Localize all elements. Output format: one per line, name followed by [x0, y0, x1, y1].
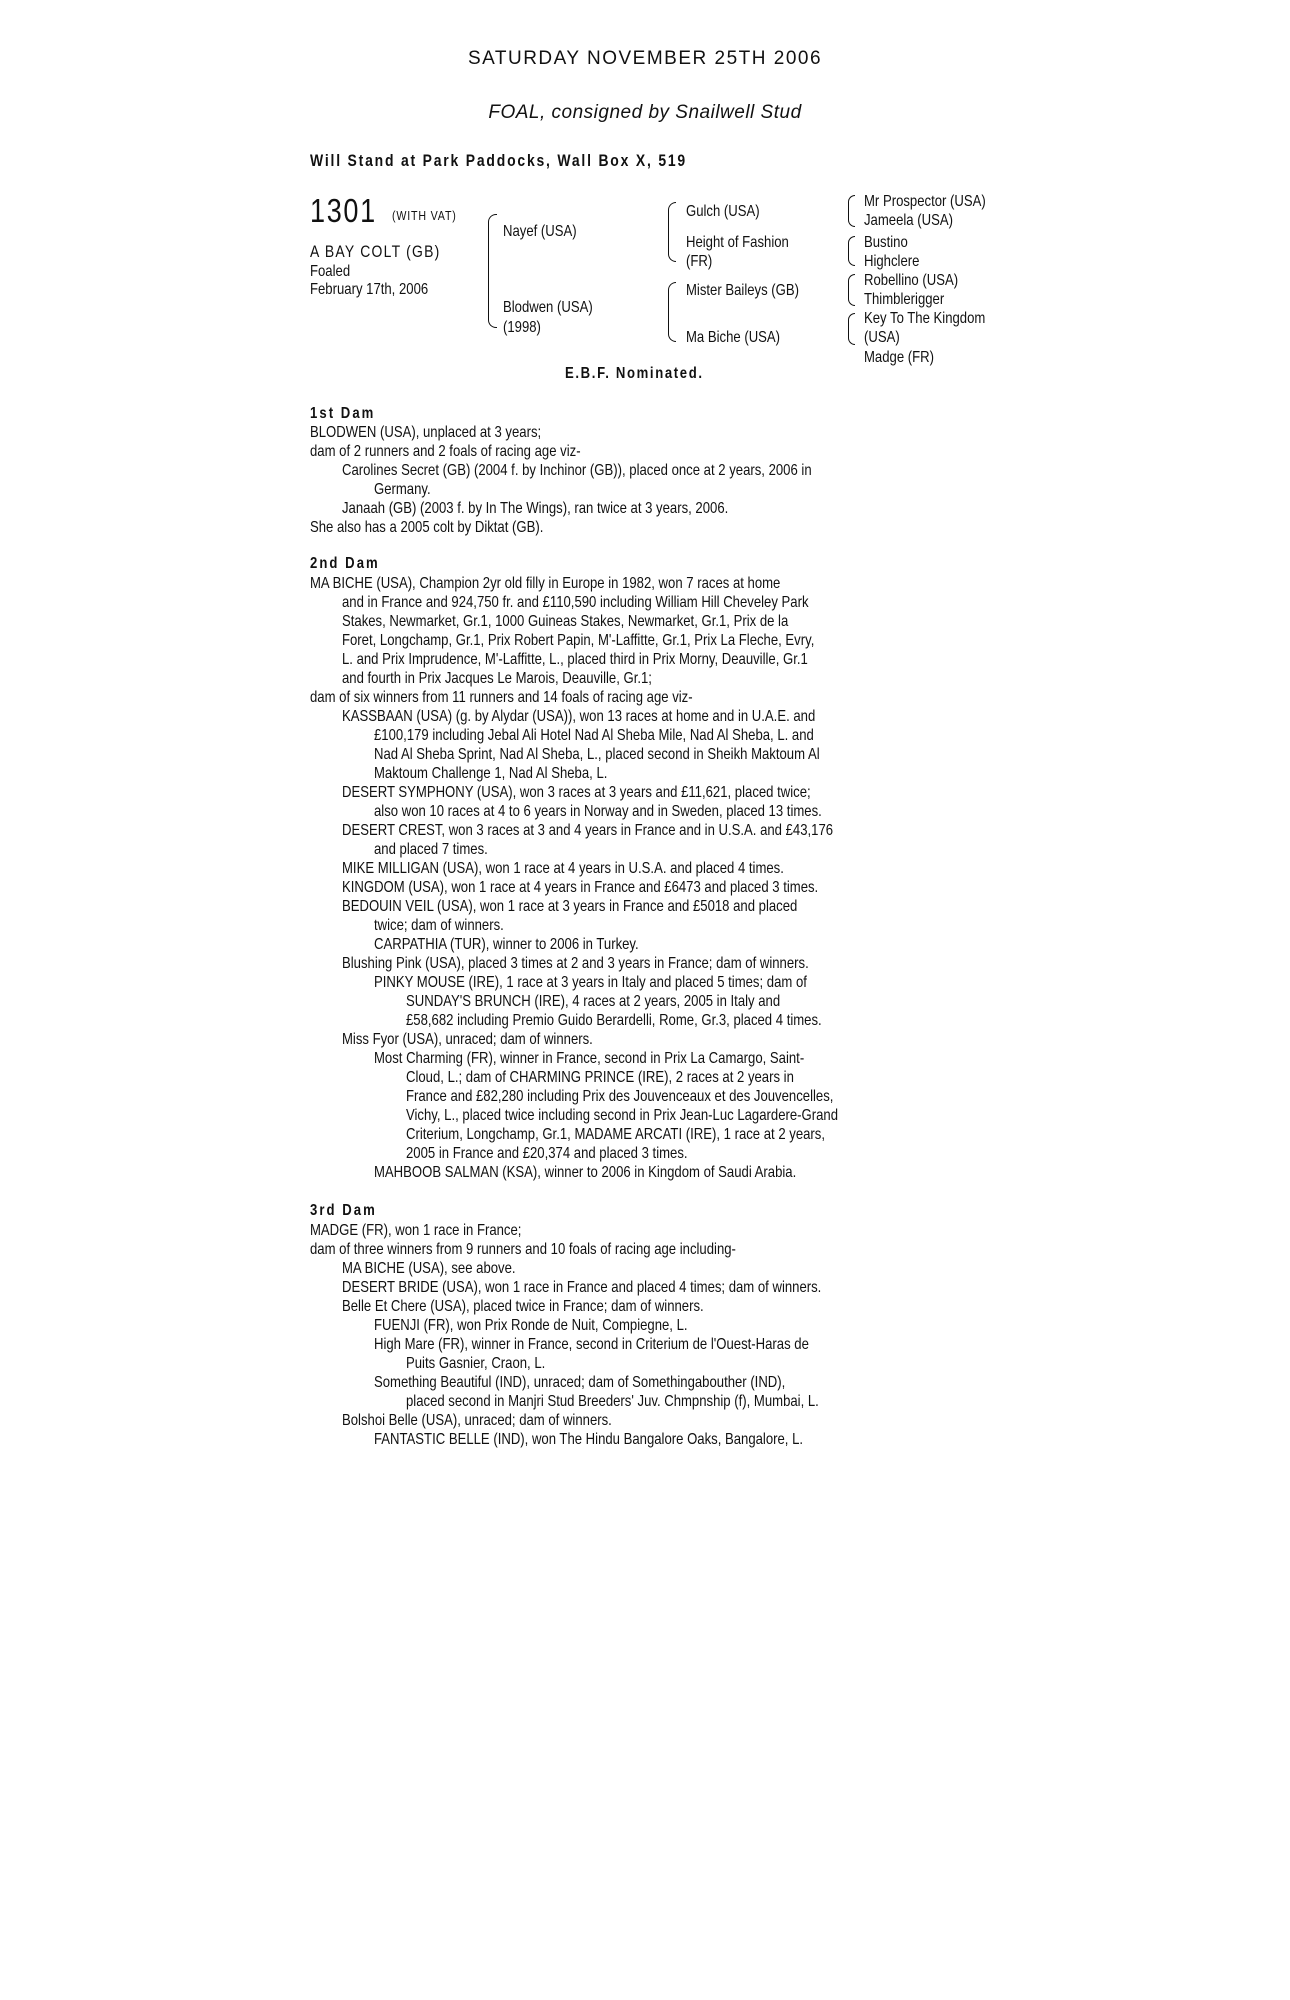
second-dam-line: Foret, Longchamp, Gr.1, Prix Robert Papin, M'-Laffitte, Gr.1, Prix La Fleche, Evry,: [342, 632, 815, 649]
consignor-line: FOAL, consigned by Snailwell Stud: [488, 102, 802, 123]
third-dam-line: Puits Gasnier, Craon, L.: [406, 1355, 546, 1372]
second-dam-line: L. and Prix Imprudence, M'-Laffitte, L., placed third in Prix Morny, Deauville, Gr.1: [342, 651, 808, 668]
second-dam-line: KASSBAAN (USA) (g. by Alydar (USA)), won 13 races at home and in U.A.E. and: [342, 708, 816, 725]
vat-note: (WITH VAT): [392, 208, 457, 223]
second-dam-line: also won 10 races at 4 to 6 years in Norway and in Sweden, placed 13 times.: [374, 803, 822, 820]
second-dam-line: Criterium, Longchamp, Gr.1, MADAME ARCATI (IRE), 1 race at 2 years,: [406, 1126, 825, 1143]
second-dam-line: Maktoum Challenge 1, Nad Al Sheba, L.: [374, 765, 608, 782]
pedigree-gen3-4: Highclere: [864, 253, 920, 270]
foaled-label: Foaled: [310, 263, 351, 280]
first-dam-line: Janaah (GB) (2003 f. by In The Wings), ran twice at 3 years, 2006.: [342, 500, 729, 517]
third-dam-line: High Mare (FR), winner in France, second in Criterium de l'Ouest-Haras de: [374, 1336, 809, 1353]
pedigree-sire: Nayef (USA): [503, 223, 577, 240]
second-dam-line: MA BICHE (USA), Champion 2yr old filly in Europe in 1982, won 7 races at home: [310, 575, 781, 592]
second-dam-line: KINGDOM (USA), won 1 race at 4 years in France and £6473 and placed 3 times.: [342, 879, 819, 896]
pedigree-gen3-2: Jameela (USA): [864, 212, 953, 229]
third-dam-heading: 3rd Dam: [310, 1202, 377, 1219]
second-dam-line: dam of six winners from 11 runners and 14 foals of racing age viz-: [310, 689, 693, 706]
pedigree-gen2-3: Mister Baileys (GB): [686, 282, 799, 299]
second-dam-line: DESERT SYMPHONY (USA), won 3 races at 3 years and £11,621, placed twice;: [342, 784, 811, 801]
pedigree-gen2-2: Height of Fashion: [686, 234, 789, 251]
pedigree-gen3-1: Mr Prospector (USA): [864, 193, 986, 210]
pedigree-gen3-6: Thimblerigger: [864, 291, 945, 308]
gen3-brace-3: [848, 274, 855, 306]
sire-dam-brace: [488, 214, 497, 328]
first-dam-line: Carolines Secret (GB) (2004 f. by Inchinor (GB)), placed once at 2 years, 2006 in: [342, 462, 812, 479]
second-dam-line: £58,682 including Premio Guido Berardelli, Rome, Gr.3, placed 4 times.: [406, 1012, 822, 1029]
pedigree-gen3-3: Bustino: [864, 234, 908, 251]
second-dam-line: Cloud, L.; dam of CHARMING PRINCE (IRE), 2 races at 2 years in: [406, 1069, 794, 1086]
second-dam-line: SUNDAY'S BRUNCH (IRE), 4 races at 2 years, 2005 in Italy and: [406, 993, 781, 1010]
third-dam-line: Bolshoi Belle (USA), unraced; dam of winners.: [342, 1412, 612, 1429]
pedigree-gen3-5: Robellino (USA): [864, 272, 959, 289]
gen3-brace-1: [848, 195, 855, 227]
third-dam-line: FANTASTIC BELLE (IND), won The Hindu Bangalore Oaks, Bangalore, L.: [374, 1431, 804, 1448]
pedigree-gen2-1: Gulch (USA): [686, 203, 760, 220]
pedigree-dam-year: (1998): [503, 319, 541, 336]
second-dam-line: 2005 in France and £20,374 and placed 3 times.: [406, 1145, 688, 1162]
second-dam-line: Most Charming (FR), winner in France, second in Prix La Camargo, Saint-: [374, 1050, 805, 1067]
pedigree-gen2-4: Ma Biche (USA): [686, 329, 781, 346]
pedigree-gen3-7: Key To The Kingdom: [864, 310, 986, 327]
second-dam-line: and placed 7 times.: [374, 841, 488, 858]
gen3-brace-2: [848, 236, 855, 266]
gen3-brace-4: [848, 313, 855, 345]
third-dam-line: DESERT BRIDE (USA), won 1 race in France and placed 4 times; dam of winners.: [342, 1279, 822, 1296]
second-dam-line: Vichy, L., placed twice including second in Prix Jean-Luc Lagardere-Grand: [406, 1107, 838, 1124]
second-dam-heading: 2nd Dam: [310, 555, 380, 572]
first-dam-line: Germany.: [374, 481, 431, 498]
second-dam-line: Stakes, Newmarket, Gr.1, 1000 Guineas Stakes, Newmarket, Gr.1, Prix de la: [342, 613, 789, 630]
third-dam-line: Something Beautiful (IND), unraced; dam of Somethingabouther (IND),: [374, 1374, 786, 1391]
second-dam-line: CARPATHIA (TUR), winner to 2006 in Turkey.: [374, 936, 639, 953]
pedigree-gen3-7b: (USA): [864, 329, 900, 346]
sale-date: SATURDAY NOVEMBER 25TH 2006: [467, 48, 823, 69]
ebf-nominated: E.B.F. Nominated.: [565, 365, 704, 382]
pedigree-gen2-2b: (FR): [686, 253, 713, 270]
second-dam-line: twice; dam of winners.: [374, 917, 504, 934]
pedigree-dam: Blodwen (USA): [503, 299, 593, 316]
second-dam-line: Nad Al Sheba Sprint, Nad Al Sheba, L., placed second in Sheikh Maktoum Al: [374, 746, 820, 763]
second-dam-line: £100,179 including Jebal Ali Hotel Nad Al Sheba Mile, Nad Al Sheba, L. and: [374, 727, 814, 744]
second-dam-line: Blushing Pink (USA), placed 3 times at 2 and 3 years in France; dam of winners.: [342, 955, 809, 972]
second-dam-line: DESERT CREST, won 3 races at 3 and 4 years in France and in U.S.A. and £43,176: [342, 822, 834, 839]
second-dam-line: MAHBOOB SALMAN (KSA), winner to 2006 in Kingdom of Saudi Arabia.: [374, 1164, 797, 1181]
second-dam-line: PINKY MOUSE (IRE), 1 race at 3 years in Italy and placed 5 times; dam of: [374, 974, 807, 991]
first-dam-line: She also has a 2005 colt by Diktat (GB).: [310, 519, 544, 536]
second-dam-line: MIKE MILLIGAN (USA), won 1 race at 4 years in U.S.A. and placed 4 times.: [342, 860, 784, 877]
third-dam-line: MA BICHE (USA), see above.: [342, 1260, 516, 1277]
second-dam-line: and fourth in Prix Jacques Le Marois, Deauville, Gr.1;: [342, 670, 652, 687]
third-dam-line: dam of three winners from 9 runners and 10 foals of racing age including-: [310, 1241, 736, 1258]
lot-name: A BAY COLT (GB): [310, 242, 441, 261]
first-dam-heading: 1st Dam: [310, 405, 376, 422]
third-dam-line: Belle Et Chere (USA), placed twice in France; dam of winners.: [342, 1298, 704, 1315]
lot-number: 1301: [310, 192, 377, 229]
sire-parents-brace: [668, 202, 676, 262]
first-dam-line: dam of 2 runners and 2 foals of racing age viz-: [310, 443, 581, 460]
third-dam-line: FUENJI (FR), won Prix Ronde de Nuit, Compiegne, L.: [374, 1317, 688, 1334]
foaled-date: February 17th, 2006: [310, 281, 429, 298]
dam-parents-brace: [668, 282, 676, 342]
pedigree-gen3-8: Madge (FR): [864, 349, 934, 366]
second-dam-line: BEDOUIN VEIL (USA), won 1 race at 3 years in France and £5018 and placed: [342, 898, 798, 915]
second-dam-line: Miss Fyor (USA), unraced; dam of winners.: [342, 1031, 593, 1048]
second-dam-line: and in France and 924,750 fr. and £110,590 including William Hill Cheveley Park: [342, 594, 809, 611]
stand-location: Will Stand at Park Paddocks, Wall Box X, 519: [310, 151, 687, 170]
second-dam-line: France and £82,280 including Prix des Jouvenceaux et des Jouvencelles,: [406, 1088, 834, 1105]
third-dam-line: placed second in Manjri Stud Breeders' Juv. Chmpnship (f), Mumbai, L.: [406, 1393, 819, 1410]
third-dam-line: MADGE (FR), won 1 race in France;: [310, 1222, 522, 1239]
first-dam-line: BLODWEN (USA), unplaced at 3 years;: [310, 424, 542, 441]
